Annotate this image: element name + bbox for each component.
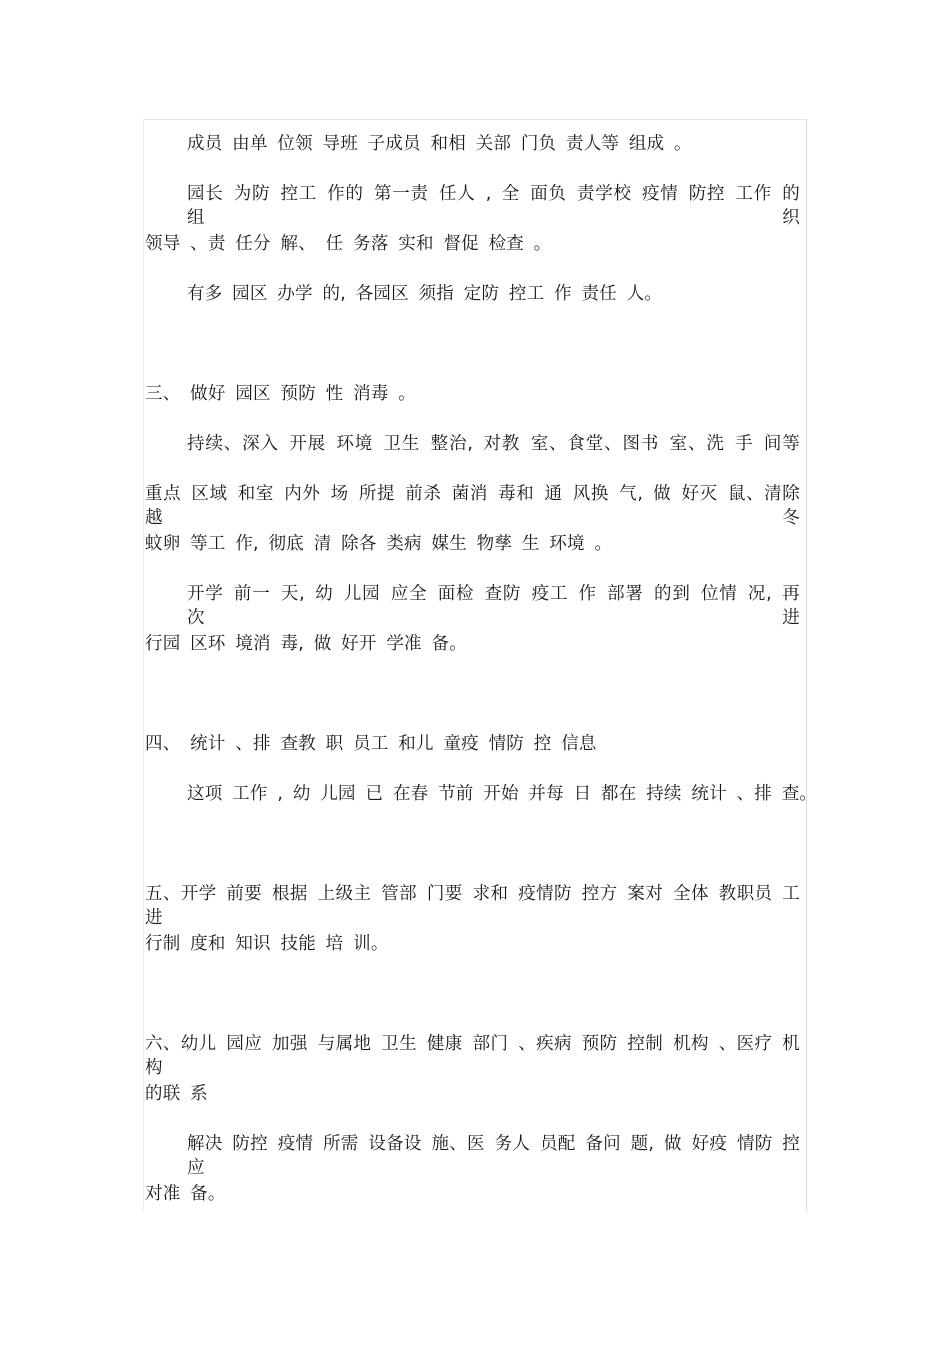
page-frame-top-border bbox=[143, 119, 807, 120]
paragraph-line: 持续、深入 开展 环境 卫生 整治, 对教 室、食堂、图书 室、洗 手 间等 bbox=[187, 434, 800, 454]
section-heading: 五、开学 前要 根据 上级主 管部 门要 求和 疫情防 控方 案对 全体 教职员 工进 bbox=[145, 884, 800, 928]
section-heading-continued: 行制 度和 知识 技能 培 训。 bbox=[145, 934, 389, 954]
paragraph-line: 对准 备。 bbox=[145, 1184, 226, 1204]
paragraph-line: 领导 、责 任分 解、 任 务落 实和 督促 检查 。 bbox=[145, 234, 552, 254]
paragraph-line: 蚊卵 等工 作, 彻底 清 除各 类病 媒生 物孳 生 环境 。 bbox=[145, 534, 613, 554]
paragraph-line: 解决 防控 疫情 所需 设备设 施、医 务人 员配 备问 题, 做 好疫 情防 控应 bbox=[187, 1134, 800, 1178]
paragraph-line: 行园 区环 境消 毒, 做 好开 学准 备。 bbox=[145, 634, 467, 654]
page-frame-right-border bbox=[806, 119, 807, 1211]
section-heading: 六、幼儿 园应 加强 与属地 卫生 健康 部门 、疾病 预防 控制 机构 、医疗 机构 bbox=[145, 1034, 800, 1078]
page-frame-left-border bbox=[143, 119, 144, 1211]
paragraph-line: 有多 园区 办学 的, 各园区 须指 定防 控工 作 责任 人。 bbox=[187, 284, 663, 304]
section-heading-continued: 的联 系 bbox=[145, 1084, 208, 1104]
paragraph-line: 成员 由单 位领 导班 子成员 和相 关部 门负 责人等 组成 。 bbox=[187, 134, 692, 154]
section-heading: 三、 做好 园区 预防 性 消毒 。 bbox=[145, 384, 416, 404]
paragraph-line: 这项 工作 , 幼 儿园 已 在春 节前 开始 并每 日 都在 持续 统计 、排 查。 bbox=[187, 784, 818, 804]
paragraph-line: 重点 区域 和室 内外 场 所提 前杀 菌消 毒和 通 风换 气, 做 好灭 鼠、清除 越冬 bbox=[145, 484, 800, 528]
section-heading: 四、 统计 、排 查教 职 员工 和儿 童疫 情防 控 信息 bbox=[145, 734, 597, 754]
paragraph-line: 开学 前一 天, 幼 儿园 应全 面检 查防 疫工 作 部署 的到 位情 况, 再 次进 bbox=[187, 584, 800, 628]
paragraph-line: 园长 为防 控工 作的 第一责 任人 , 全 面负 责学校 疫情 防控 工作 的 组织 bbox=[187, 184, 800, 228]
